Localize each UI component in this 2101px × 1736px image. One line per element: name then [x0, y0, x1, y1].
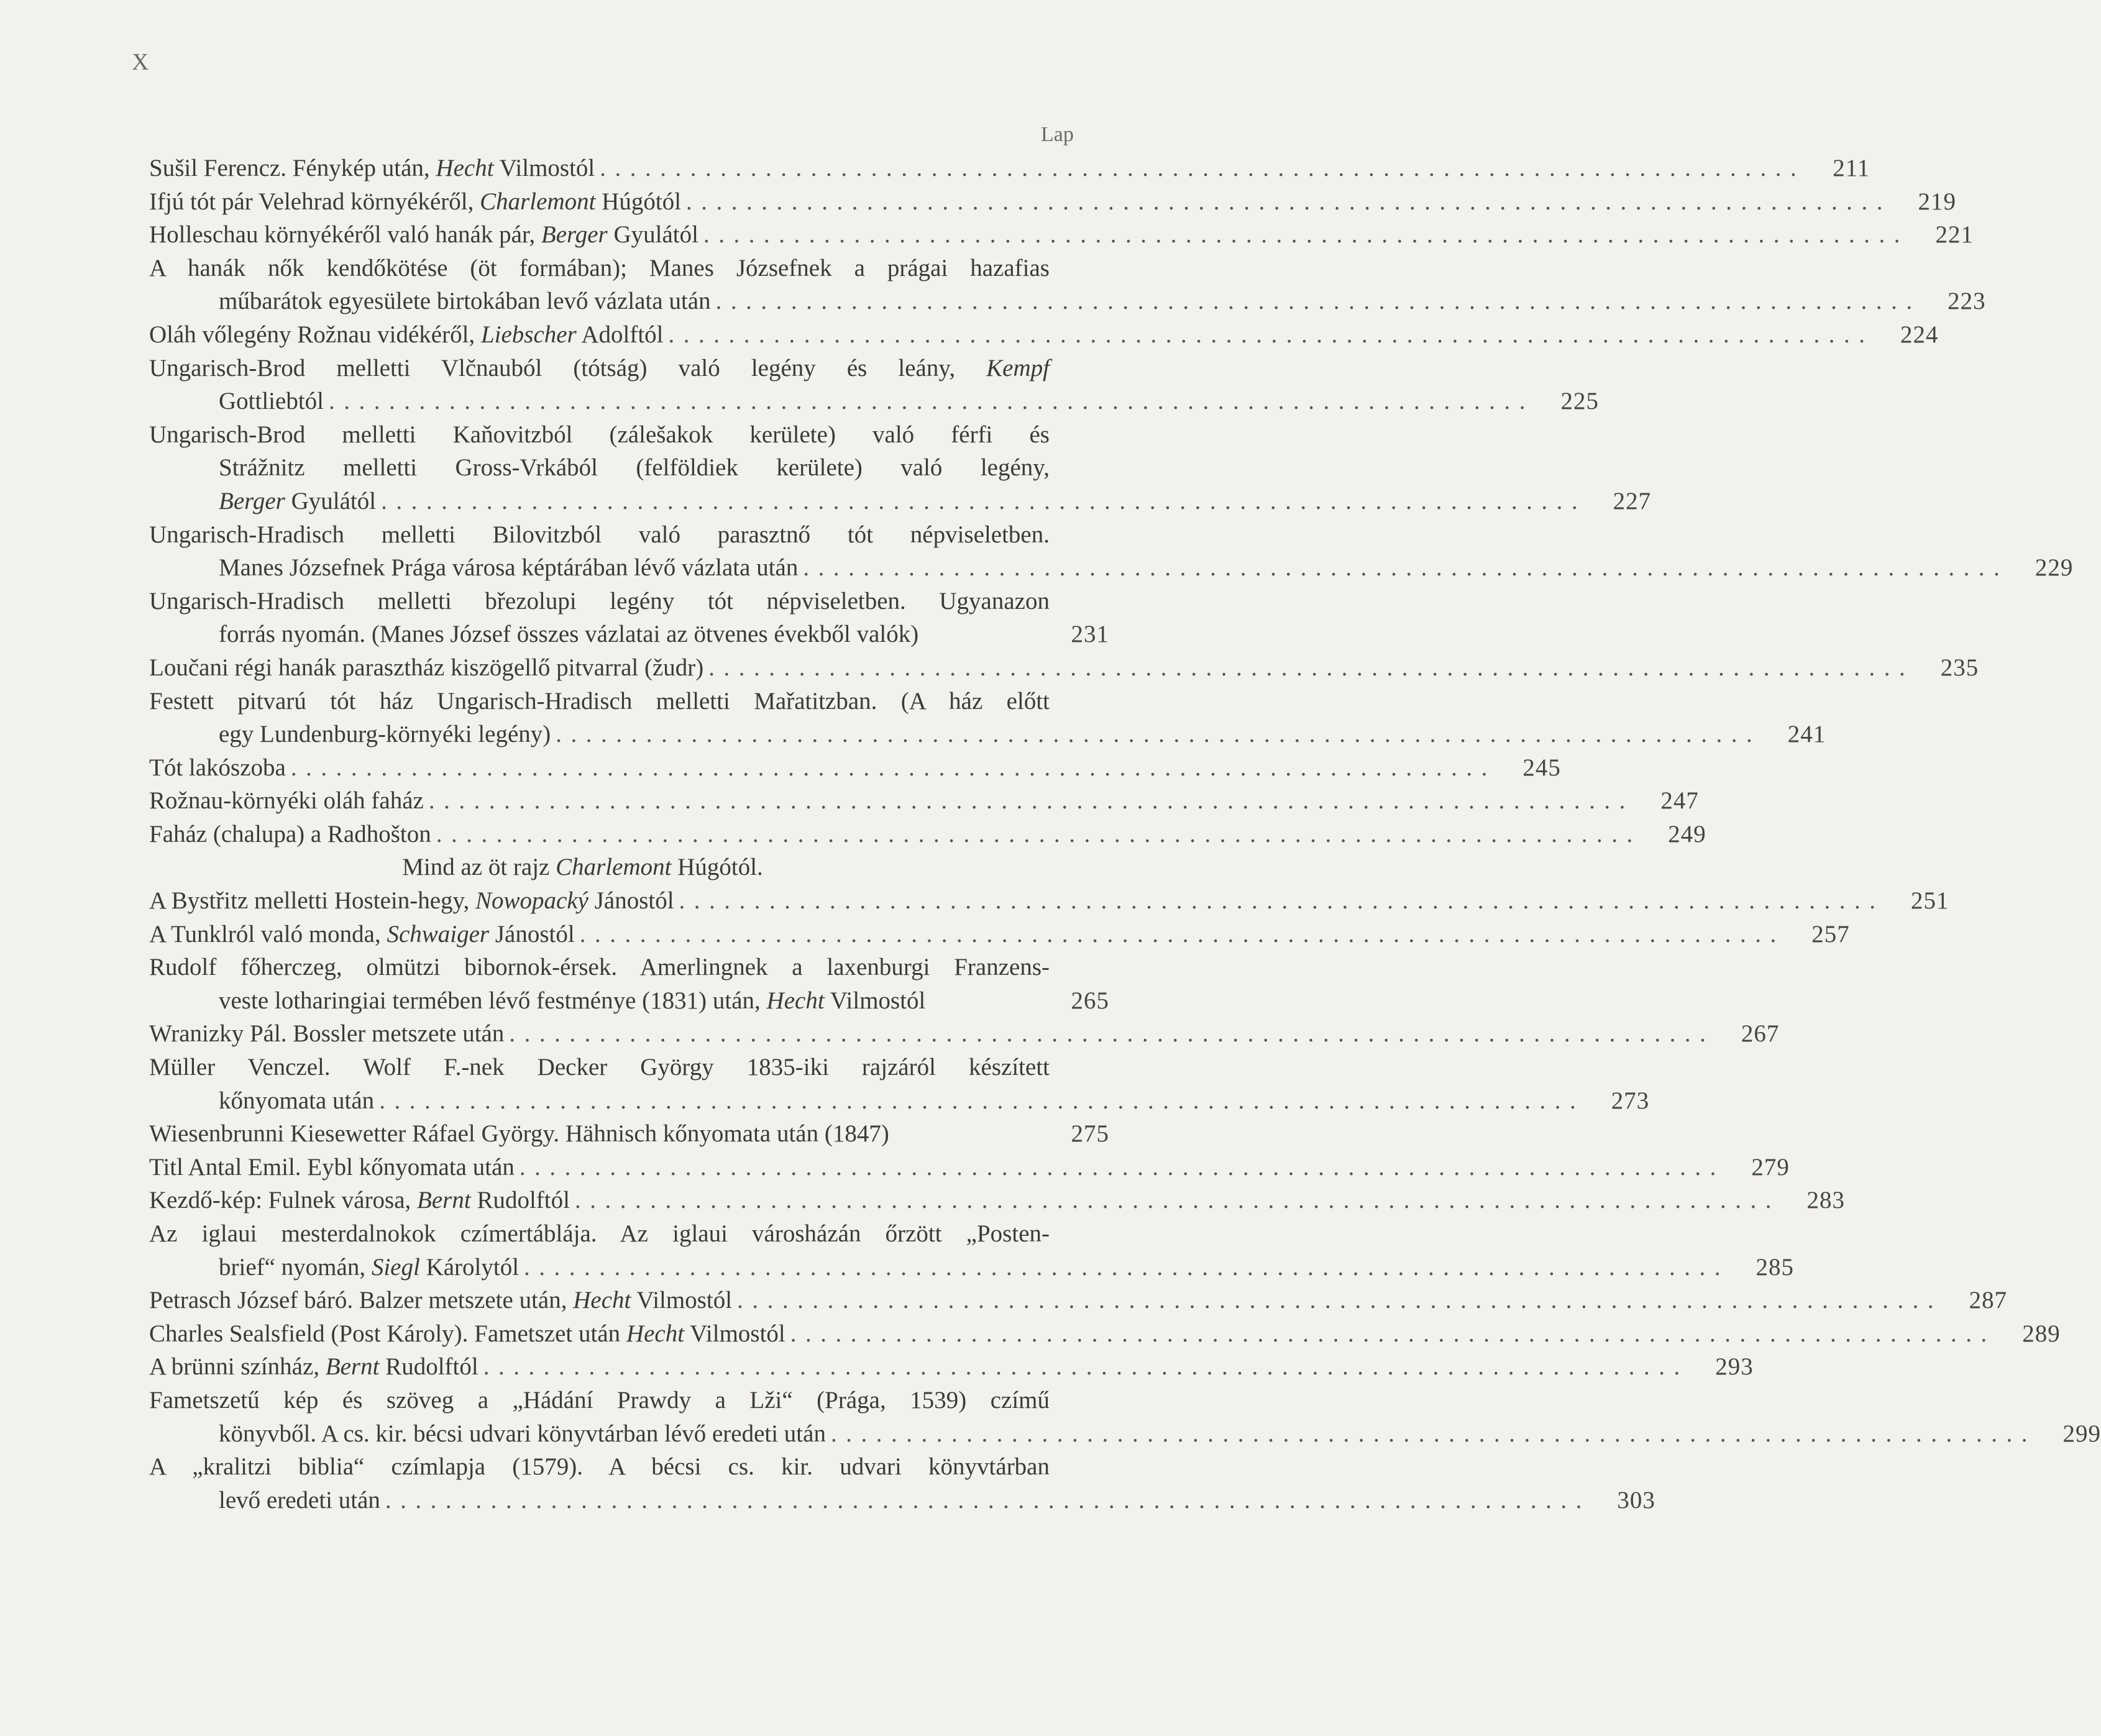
entry-text: Ungarisch-Hradisch melletti březolupi legény tót népviseletben. Ugyanazon [149, 587, 1050, 614]
entry-text: Charles Sealsfield (Post Károly). Fametszet után Hecht Vilmostól [149, 1320, 785, 1347]
entry-line [149, 585, 1109, 618]
page-ref: 224 [1900, 321, 1939, 348]
page-ref: 219 [1918, 188, 1957, 215]
entry-line [149, 252, 1109, 285]
list-item [149, 751, 1561, 785]
entry-text: Wranizky Pál. Bossler metszete után [149, 1020, 505, 1048]
entry-line [149, 551, 2074, 585]
entry-line [149, 1417, 2101, 1451]
entry-text: Ungarisch-Brod melletti Vlčnauból (tótság) való legény és leány, Kempf [149, 354, 1050, 381]
dot-leader: ................................................................................ [290, 754, 1496, 781]
list-item [149, 418, 1652, 518]
entry-line [149, 718, 1826, 751]
entry-text: Kezdő-kép: Fulnek városa, Bernt Rudolftól [149, 1187, 570, 1214]
entry-text: Mind az öt rajz Charlemont Húgótól. [402, 854, 763, 881]
dot-leader: ................................................................................ [379, 1087, 1585, 1114]
page-ref: 227 [1613, 487, 1652, 514]
dot-leader: ................................................................................ [519, 1153, 1725, 1181]
entry-line [149, 818, 1706, 851]
entry-line [149, 1450, 1109, 1484]
list-item [149, 518, 2074, 585]
entry-text: brief“ nyomán, Siegl Károlytól [219, 1253, 520, 1281]
entry-text: műbarátok egyesülete birtokában levő vázlata után [219, 288, 711, 315]
entry-text: A Bystřitz melletti Hostein-hegy, Nowopacký Jánostól [149, 887, 674, 915]
entry-line [149, 518, 1109, 552]
entry-text: levő eredeti után [219, 1486, 380, 1514]
dot-leader: ................................................................................ [600, 155, 1806, 181]
entry-line [149, 451, 1109, 485]
list-item [149, 951, 1109, 1017]
page-ref: 245 [1522, 754, 1561, 781]
list-item [149, 152, 1870, 185]
dot-leader: ................................................................................ [708, 654, 1915, 681]
page-ref: 211 [1833, 155, 1870, 181]
entry-line [149, 1350, 1754, 1384]
dot-leader: ................................................................................ [686, 188, 1892, 215]
entry-line [149, 1484, 1655, 1517]
list-item [149, 1117, 1109, 1151]
list-item [149, 1350, 1754, 1384]
page-ref: 265 [1071, 987, 1109, 1014]
list-item [149, 851, 1109, 884]
entry-text: Ungarisch-Brod melletti Kaňovitzból (zálešakok kerülete) való férfi és [149, 421, 1050, 448]
entry-text: Fametszetű kép és szöveg a „Hádání Prawdy a Lži“ (Prága, 1539) czímű [149, 1386, 1050, 1414]
dot-leader: ................................................................................ [574, 1187, 1780, 1214]
list-item [149, 585, 1109, 651]
page-ref: 231 [1071, 621, 1109, 648]
entry-text: A „kralitzi biblia“ czímlapja (1579). A bécsi cs. kir. udvari könyvtárban [149, 1453, 1050, 1481]
entry-line [149, 1017, 1780, 1051]
list-item [149, 1384, 2101, 1450]
page-ref: 275 [1071, 1120, 1109, 1148]
list-of-illustrations [149, 152, 2101, 1517]
entry-text: Loučani régi hanák parasztház kiszögellő pitvarral (žudr) [149, 654, 704, 681]
dot-leader: ................................................................................ [703, 221, 1909, 249]
page-ref: 267 [1741, 1020, 1780, 1048]
page-ref: 257 [1811, 920, 1850, 948]
list-item [149, 1284, 2008, 1317]
dot-leader: ................................................................................ [715, 288, 1921, 315]
dot-leader: ................................................................................ [436, 820, 1642, 847]
list-item [149, 651, 1979, 685]
page-ref: 283 [1806, 1187, 1845, 1214]
page-ref: 287 [1969, 1287, 2008, 1314]
entry-text: Berger Gyulától [219, 487, 377, 514]
entry-line [149, 851, 1109, 884]
dot-leader: ................................................................................ [524, 1253, 1730, 1281]
list-item [149, 252, 1986, 318]
list-item [149, 352, 1599, 418]
entry-line [149, 418, 1109, 452]
entry-text: egy Lundenburg-környéki legény) [219, 721, 551, 748]
page-ref: 235 [1940, 654, 1979, 681]
entry-line [149, 318, 1939, 352]
page-ref: 273 [1611, 1087, 1650, 1114]
entry-line [149, 651, 1979, 685]
entry-line [149, 1384, 1109, 1417]
entry-line [149, 385, 1599, 418]
list-item [149, 1051, 1650, 1117]
entry-line [149, 1117, 1109, 1151]
dot-leader: ................................................................................ [385, 1486, 1591, 1514]
dot-leader: ................................................................................ [329, 388, 1534, 415]
page-ref: 251 [1911, 887, 1949, 915]
entry-line [149, 352, 1109, 385]
page-number: X [132, 49, 150, 75]
list-item [149, 218, 1974, 252]
page-ref: 299 [2062, 1420, 2101, 1447]
page-ref: 303 [1617, 1486, 1655, 1514]
entry-line [149, 751, 1561, 785]
dot-leader: ................................................................................ [668, 321, 1874, 348]
entry-text: Petrasch József báró. Balzer metszete után, Hecht Vilmostól [149, 1287, 733, 1314]
entry-line [149, 185, 1957, 219]
page-ref: 289 [2022, 1320, 2061, 1347]
entry-text: Faház (chalupa) a Radhošton [149, 820, 431, 847]
list-item [149, 185, 1957, 219]
entry-text: forrás nyomán. (Manes József összes vázlatai az ötvenes évekből valók) [219, 621, 919, 648]
entry-text: kőnyomata után [219, 1087, 375, 1114]
page-ref: 293 [1715, 1353, 1754, 1381]
list-item [149, 1450, 1655, 1517]
list-item [149, 1217, 1795, 1284]
list-item [149, 1184, 1845, 1217]
entry-line [149, 1317, 2061, 1351]
dot-leader: ................................................................................ [579, 920, 1785, 948]
entry-line [149, 152, 1870, 185]
entry-text: Tót lakószoba [149, 754, 286, 781]
entry-text: Oláh vőlegény Rožnau vidékéről, Liebscher Adolftól [149, 321, 664, 348]
list-item [149, 918, 1850, 951]
entry-text: Titl Antal Emil. Eybl kőnyomata után [149, 1153, 515, 1181]
page-ref: 225 [1560, 388, 1599, 415]
page-ref: 221 [1935, 221, 1974, 249]
list-item [149, 1017, 1780, 1051]
page-ref: 223 [1948, 288, 1986, 315]
entry-text: veste lotharingiai termében lévő festménye (1831) után, Hecht Vilmostól [219, 987, 926, 1014]
list-item [149, 784, 1699, 818]
entry-text: A Tunklról való monda, Schwaiger Jánostól [149, 920, 575, 948]
list-item [149, 884, 1949, 918]
entry-text: Ifjú tót pár Velehrad környékéről, Charlemont Húgótól [149, 188, 682, 215]
page-ref: 247 [1660, 787, 1699, 815]
list-item [149, 318, 1939, 352]
dot-leader: ................................................................................ [428, 787, 1634, 815]
page-ref: 229 [2035, 554, 2074, 582]
entry-text: Manes Józsefnek Prága városa képtárában lévő vázlata után [219, 554, 799, 582]
entry-line [149, 1084, 1650, 1118]
page-ref: 241 [1787, 721, 1826, 748]
entry-text: Rožnau-környéki oláh faház [149, 787, 424, 815]
entry-text: Wiesenbrunni Kiesewetter Ráfael György. Hähnisch kőnyomata után (1847) [149, 1120, 889, 1148]
entry-line [149, 984, 1109, 1018]
entry-text: Rudolf főherczeg, olmützi bibornok-érsek. Amerlingnek a laxenburgi Franzens- [149, 954, 1050, 981]
entry-line [149, 685, 1109, 718]
entry-line [149, 884, 1949, 918]
entry-line [149, 951, 1109, 984]
entry-line [149, 1051, 1109, 1084]
dot-leader: ................................................................................ [381, 487, 1587, 514]
entry-line [149, 218, 1974, 252]
entry-line [149, 618, 1109, 651]
dot-leader: ................................................................................ [483, 1353, 1689, 1381]
entry-text: Festett pitvarú tót ház Ungarisch-Hradisch melletti Mařatitzban. (A ház előtt [149, 687, 1050, 715]
entry-line [149, 784, 1699, 818]
entry-text: Gottliebtól [219, 388, 324, 415]
entry-text: Ungarisch-Hradisch melletti Bilovitzból való parasztnő tót népviseletben. [149, 521, 1050, 548]
entry-line [149, 285, 1986, 318]
dot-leader: ................................................................................ [509, 1020, 1715, 1048]
list-item [149, 1317, 2061, 1351]
list-item [149, 818, 1706, 851]
entry-line [149, 1151, 1790, 1184]
entry-text: A brünni színház, Bernt Rudolftól [149, 1353, 478, 1381]
entry-text: Holleschau környékéről való hanák pár, Berger Gyulától [149, 221, 698, 249]
entry-text: könyvből. A cs. kir. bécsi udvari könyvtárban lévő eredeti után [219, 1420, 826, 1447]
page-ref: 249 [1668, 820, 1706, 847]
entry-line [149, 1251, 1795, 1284]
page-ref: 279 [1751, 1153, 1790, 1181]
page-ref: 285 [1755, 1253, 1795, 1281]
entry-line [149, 485, 1652, 518]
entry-text: A hanák nők kendőkötése (öt formában); Manes Józsefnek a prágai hazafias [149, 254, 1050, 281]
entry-text: Müller Venczel. Wolf F.-nek Decker György 1835-iki rajzáról készített [149, 1054, 1050, 1081]
entry-text: Strážnitz melletti Gross-Vrkából (felföldiek kerülete) való legény, [219, 454, 1050, 482]
list-item [149, 1151, 1790, 1184]
entry-line [149, 1284, 2008, 1317]
entry-line [149, 1217, 1109, 1251]
dot-leader: ................................................................................ [830, 1420, 2036, 1447]
list-item [149, 685, 1826, 751]
dot-leader: ................................................................................ [556, 721, 1762, 748]
dot-leader: ................................................................................ [790, 1320, 1996, 1347]
entry-text: Sušil Ferencz. Fénykép után, Hecht Vilmostól [149, 155, 595, 181]
page-column-header: Lap [1041, 123, 1074, 146]
entry-text: Az iglaui mesterdalnokok czímertáblája. Az iglaui városházán őrzött „Posten- [149, 1220, 1050, 1247]
dot-leader: ................................................................................ [737, 1287, 1943, 1314]
entry-line [149, 918, 1850, 951]
entry-line [149, 1184, 1845, 1217]
dot-leader: ................................................................................ [679, 887, 1885, 915]
dot-leader: ................................................................................ [803, 554, 2009, 582]
